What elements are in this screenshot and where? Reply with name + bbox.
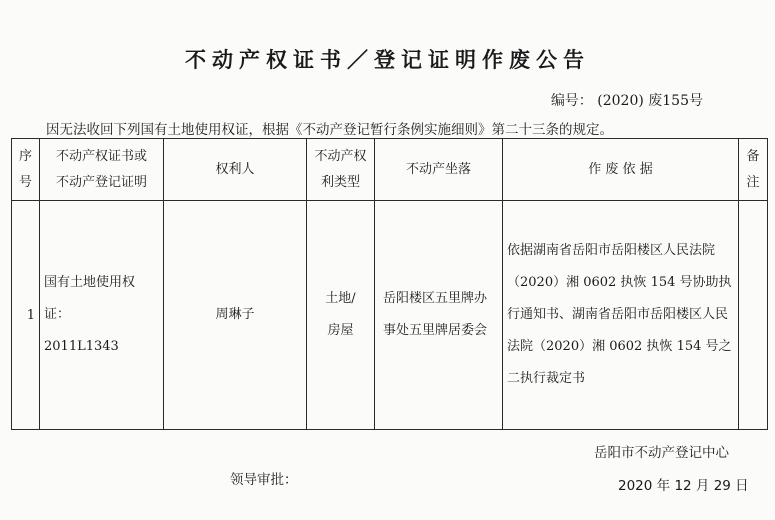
approval-label: 领导审批： [230,472,298,488]
certificate-table [11,138,768,430]
document-number: 编号： (2020) 废155号 [550,93,703,109]
row-location: 岳阳楼区五里牌办事处五里牌居委会 [375,201,503,430]
row-remark [739,201,768,430]
header-seq: 序号 [12,139,40,201]
header-location: 不动产坐落 [375,139,503,201]
header-remark: 备注 [739,139,768,201]
intro-text: 因无法收回下列国有土地使用权证，根据《不动产登记暂行条例实施细则》第二十三条的规定。 [46,122,613,138]
issue-date: 2020 年 12 月 29 日 [618,478,749,494]
row-basis: 依据湖南省岳阳市岳阳楼区人民法院（2020）湘 0602 执恢 154 号协助执行通知书、湖南省岳阳市岳阳楼区人民法院（2020）湘 0602 执恢 154 号之二执行裁定书 [503,201,739,430]
row-seq: 1 [12,201,40,430]
row-holder: 周琳子 [164,201,307,430]
row-cert: 国有土地使用权证： 2011L1343 [40,201,164,430]
table-header-row [12,139,768,201]
header-type: 不动产权 利类型 [307,139,375,201]
issuing-organization: 岳阳市不动产登记中心 [594,445,729,461]
table-row [12,201,768,430]
header-cert: 不动产权证书或 不动产登记证明 [40,139,164,201]
row-type: 土地/ 房屋 [307,201,375,430]
header-basis: 作 废 依 据 [503,139,739,201]
page-title: 不动产权证书／登记证明作废公告 [185,47,590,72]
header-holder: 权利人 [164,139,307,201]
